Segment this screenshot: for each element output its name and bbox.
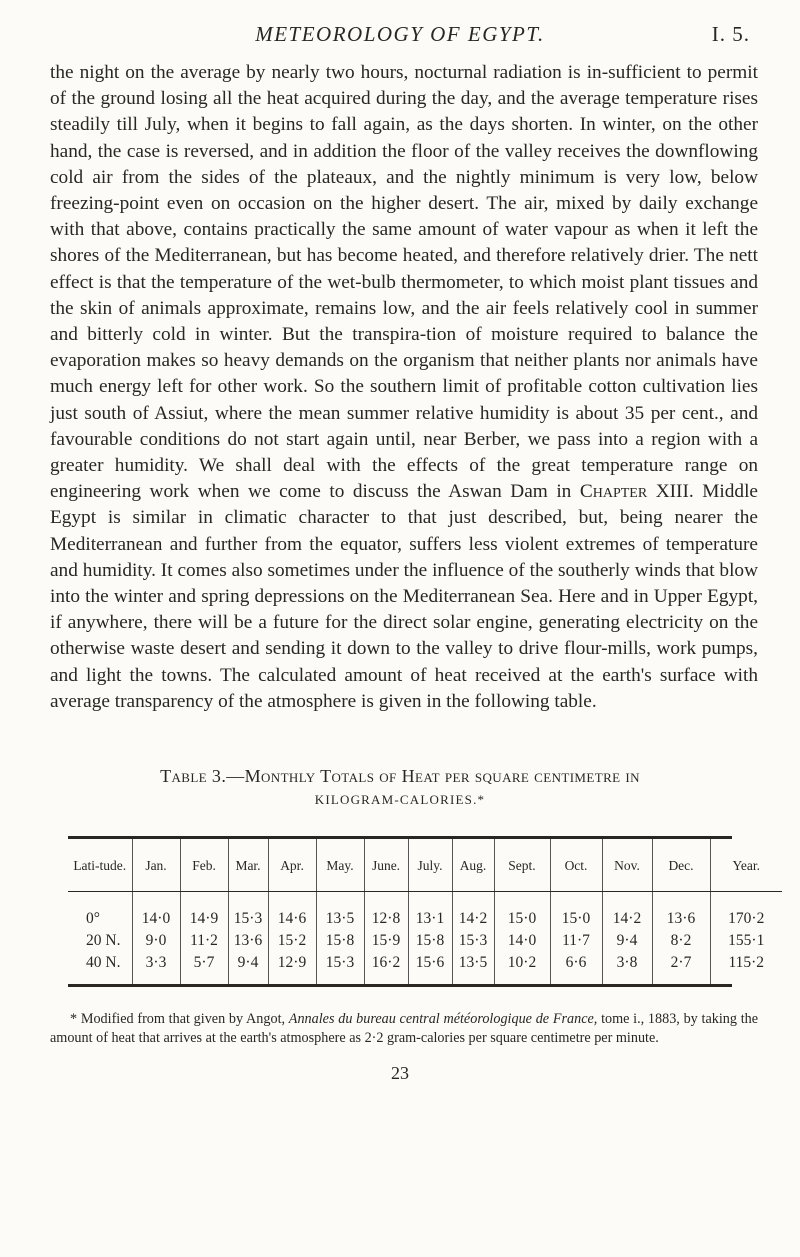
table-cell: 15·3 <box>316 952 364 984</box>
table-caption-line-2: KILOGRAM-CALORIES.* <box>314 792 486 807</box>
table-cell: 115·2 <box>710 952 782 984</box>
table-cell: 15·8 <box>316 930 364 952</box>
table-cell: 13·6 <box>228 930 268 952</box>
col-header-aug: Aug. <box>452 839 494 891</box>
latitude-cell: 0° <box>86 910 100 927</box>
chapter-reference: Chapter XIII. <box>579 481 694 503</box>
table-cell: 15·2 <box>268 930 316 952</box>
footnote <box>50 1010 758 1048</box>
col-header-jan: Jan. <box>132 839 180 891</box>
table-cell: 14·6 <box>268 892 316 930</box>
col-header-june: June. <box>364 839 408 891</box>
table-cell: 12·9 <box>268 952 316 984</box>
table-cell: 10·2 <box>494 952 550 984</box>
col-header-may: May. <box>316 839 364 891</box>
table-cell: 13·6 <box>652 892 710 930</box>
table-cell: 9·4 <box>228 952 268 984</box>
footnote-citation: Annales du bureau central météorologique de France, <box>288 1011 598 1027</box>
table-cell: 15·0 <box>494 892 550 930</box>
footnote-text-1: Modified from that given by Angot, <box>80 1011 286 1027</box>
latitude-cell: 20 N. <box>86 932 121 949</box>
table-cell: 15·3 <box>452 930 494 952</box>
running-head <box>50 22 750 50</box>
latitude-cell: 40 N. <box>86 954 121 971</box>
table-cell: 13·1 <box>408 892 452 930</box>
footnote-text-2: tome i., 1883, by taking the amount of heat that arrives at the earth's atmosphere as 2·2 gram-calories per square centimetre per minute. <box>50 1011 759 1046</box>
table-cell: 9·4 <box>602 930 652 952</box>
table-cell: 5·7 <box>180 952 228 984</box>
table-cell: 6·6 <box>550 952 602 984</box>
table-cell: 14·9 <box>180 892 228 930</box>
table-cell: 13·5 <box>316 892 364 930</box>
table-cell: 11·2 <box>180 930 228 952</box>
table-cell: 3·3 <box>132 952 180 984</box>
table-bottom-rule <box>68 984 732 987</box>
table-cell: 15·6 <box>408 952 452 984</box>
table-header-row <box>68 839 782 891</box>
table-cell: 9·0 <box>132 930 180 952</box>
col-header-latitude: Lati-tude. <box>73 857 127 873</box>
table-cell: 14·0 <box>132 892 180 930</box>
body-paragraph <box>50 60 758 715</box>
table-cell: 14·0 <box>494 930 550 952</box>
table-cell: 3·8 <box>602 952 652 984</box>
footnote-marker: * <box>70 1011 78 1027</box>
col-header-apr: Apr. <box>268 839 316 891</box>
heat-table-container <box>68 836 765 987</box>
table-row <box>68 952 782 984</box>
col-header-mar: Mar. <box>228 839 268 891</box>
page-number: 23 <box>391 1063 409 1083</box>
table-cell: 15·0 <box>550 892 602 930</box>
table-cell: 15·8 <box>408 930 452 952</box>
table-cell: 14·2 <box>602 892 652 930</box>
col-header-oct: Oct. <box>550 839 602 891</box>
table-cell: 12·8 <box>364 892 408 930</box>
col-header-july: July. <box>408 839 452 891</box>
table-cell: 15·3 <box>228 892 268 930</box>
body-text-part-2: Middle Egypt is similar in climatic character to that just described, but, being nearer the Mediterranean and further from the equator, suffers less violent extremes of temperature and humidity. It comes also sometimes under the influence of the southerly winds that blow into the winter and spring depressions on the Mediterranean Sea. Here and in Upper Egypt, if anywhere, there will be a future for the direct solar engine, generating electricity on the otherwise waste desert and sending it down to the valley to drive flour-mills, work pumps, and light the towns. The calculated amount of heat received at the earth's surface with average transparency of the atmosphere is given in the following table. <box>50 481 758 712</box>
col-header-year: Year. <box>710 839 782 891</box>
col-header-nov: Nov. <box>602 839 652 891</box>
table-cell: 11·7 <box>550 930 602 952</box>
table-caption <box>50 764 750 812</box>
table-cell: 8·2 <box>652 930 710 952</box>
body-text-part-1: the night on the average by nearly two hours, nocturnal radiation is in-sufficient to permit of the ground losing all the heat acquired during the day, and the average temperature rises steadily till July, when it begins to fall again, as the days shorten. In winter, on the other hand, the case is reversed, and in addition the floor of the valley receives the downflowing cold air from the sides of the plateaux, and the nightly minimum is very low, below freezing-point even on occasion on the higher desert. The air, mixed by daily exchange with that above, contains practically the same amount of water vapour as when it left the shores of the Mediterranean, but has become heated, and therefore relatively drier. The nett effect is that the temperature of the wet-bulb thermometer, to which moist plant tissues and the skin of animals approximate, remains low, and the air feels relatively cool in summer and bitterly cold in winter. But the transpira-tion of moisture required to balance the evaporation makes so heavy demands on the organism that neither plants nor animals have much energy left for other work. So the southern limit of profitable cotton cultivation lies just south of Assiut, where the mean summer relative humidity is about 35 per cent., and favourable conditions do not start again until, near Berber, we pass into a region with a greater humidity. We shall deal with the effects of the great temperature range on engineering work when we come to discuss the Aswan Dam in <box>50 62 758 503</box>
col-header-sept: Sept. <box>494 839 550 891</box>
table-cell: 13·5 <box>452 952 494 984</box>
col-header-dec: Dec. <box>652 839 710 891</box>
table-cell: 170·2 <box>710 892 782 930</box>
table-row <box>68 930 782 952</box>
running-title: METEOROLOGY OF EGYPT. <box>255 22 545 46</box>
section-number: I. 5. <box>711 22 750 46</box>
heat-table <box>68 839 782 984</box>
table-caption-line-1: Table 3.—Monthly Totals of Heat per square centimetre in <box>160 766 640 786</box>
col-header-feb: Feb. <box>180 839 228 891</box>
table-cell: 155·1 <box>710 930 782 952</box>
table-cell: 2·7 <box>652 952 710 984</box>
table-cell: 16·2 <box>364 952 408 984</box>
table-row <box>68 892 782 930</box>
table-cell: 15·9 <box>364 930 408 952</box>
table-cell: 14·2 <box>452 892 494 930</box>
